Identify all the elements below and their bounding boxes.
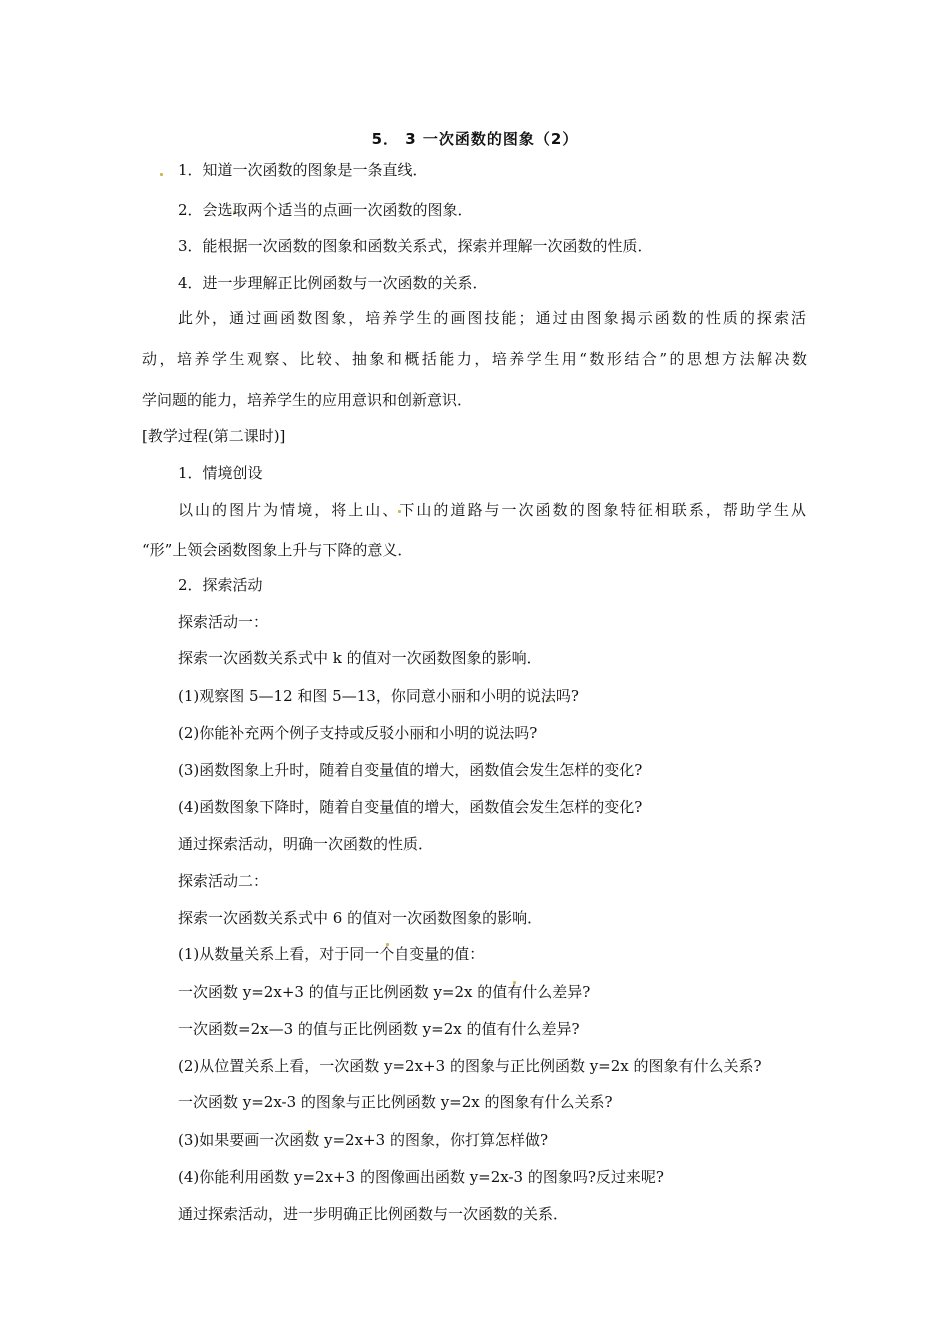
activity-line: (2)从位置关系上看，一次函数 y=2x+3 的图象与正比例函数 y=2x 的图象有什么关系? [178,1057,762,1075]
activity-line: 探索一次函数关系式中 k 的值对一次函数图象的影响． [178,649,542,667]
section-heading: 1．情境创设 [178,464,263,482]
objective-item: 4．进一步理解正比例函数与一次函数的关系． [178,274,488,292]
scan-speck [160,173,163,176]
activity-line: (2)你能补充两个例子支持或反驳小丽和小明的说法吗? [178,724,538,742]
activity-line: 一次函数 y=2x+3 的值与正比例函数 y=2x 的值有什么差异? [178,983,591,1001]
objective-item: 2．会选取两个适当的点画一次函数的图象． [178,201,473,219]
activity-line: (4)函数图象下降时，随着自变量值的增大，函数值会发生怎样的变化? [178,798,643,816]
objective-item: 3．能根据一次函数的图象和函数关系式，探索并理解一次函数的性质． [178,237,653,255]
activity-line: 一次函数 y=2x-3 的图象与正比例函数 y=2x 的图象有什么关系? [178,1093,613,1111]
activity-line: (3)函数图象上升时，随着自变量值的增大，函数值会发生怎样的变化? [178,761,643,779]
page-title: 5． 3 一次函数的图象（2） [371,130,579,148]
activity-line: (1)从数量关系上看，对于同一个自变量的值： [178,945,485,963]
activity-line: 探索一次函数关系式中 6 的值对一次函数图象的影响． [178,909,543,927]
activity-line: (1)观察图 5—12 和图 5—13，你同意小丽和小明的说法吗? [178,687,579,705]
paragraph-line: 学问题的能力，培养学生的应用意识和创新意识． [142,391,473,409]
paragraph-line: 动，培养学生观察、比较、抽象和概括能力，培养学生用“数形结合”的思想方法解决数 [142,350,807,368]
section-heading: 2．探索活动 [178,576,263,594]
paragraph-line: “形”上领会函数图象上升与下降的意义． [142,541,413,559]
activity-line: 通过探索活动，明确一次函数的性质． [178,835,434,853]
activity-heading: 探索活动二： [178,872,269,890]
activity-heading: 探索活动一： [178,613,269,631]
paragraph-line: 以山的图片为情境，将上山、下山的道路与一次函数的图象特征相联系，帮助学生从 [178,501,806,519]
activity-line: 一次函数=2x—3 的值与正比例函数 y=2x 的值有什么差异? [178,1020,580,1038]
objective-item: 1．知道一次函数的图象是一条直线． [178,161,428,179]
process-heading: [教学过程(第二课时)] [142,427,286,445]
activity-line: (3)如果要画一次函数 y=2x+3 的图象，你打算怎样做? [178,1131,548,1149]
activity-line: 通过探索活动，进一步明确正比例函数与一次函数的关系． [178,1205,569,1223]
paragraph-line: 此外，通过画函数图象，培养学生的画图技能；通过由图象揭示函数的性质的探索活 [178,309,806,327]
activity-line: (4)你能利用函数 y=2x+3 的图像画出函数 y=2x-3 的图象吗?反过来呢? [178,1168,664,1186]
